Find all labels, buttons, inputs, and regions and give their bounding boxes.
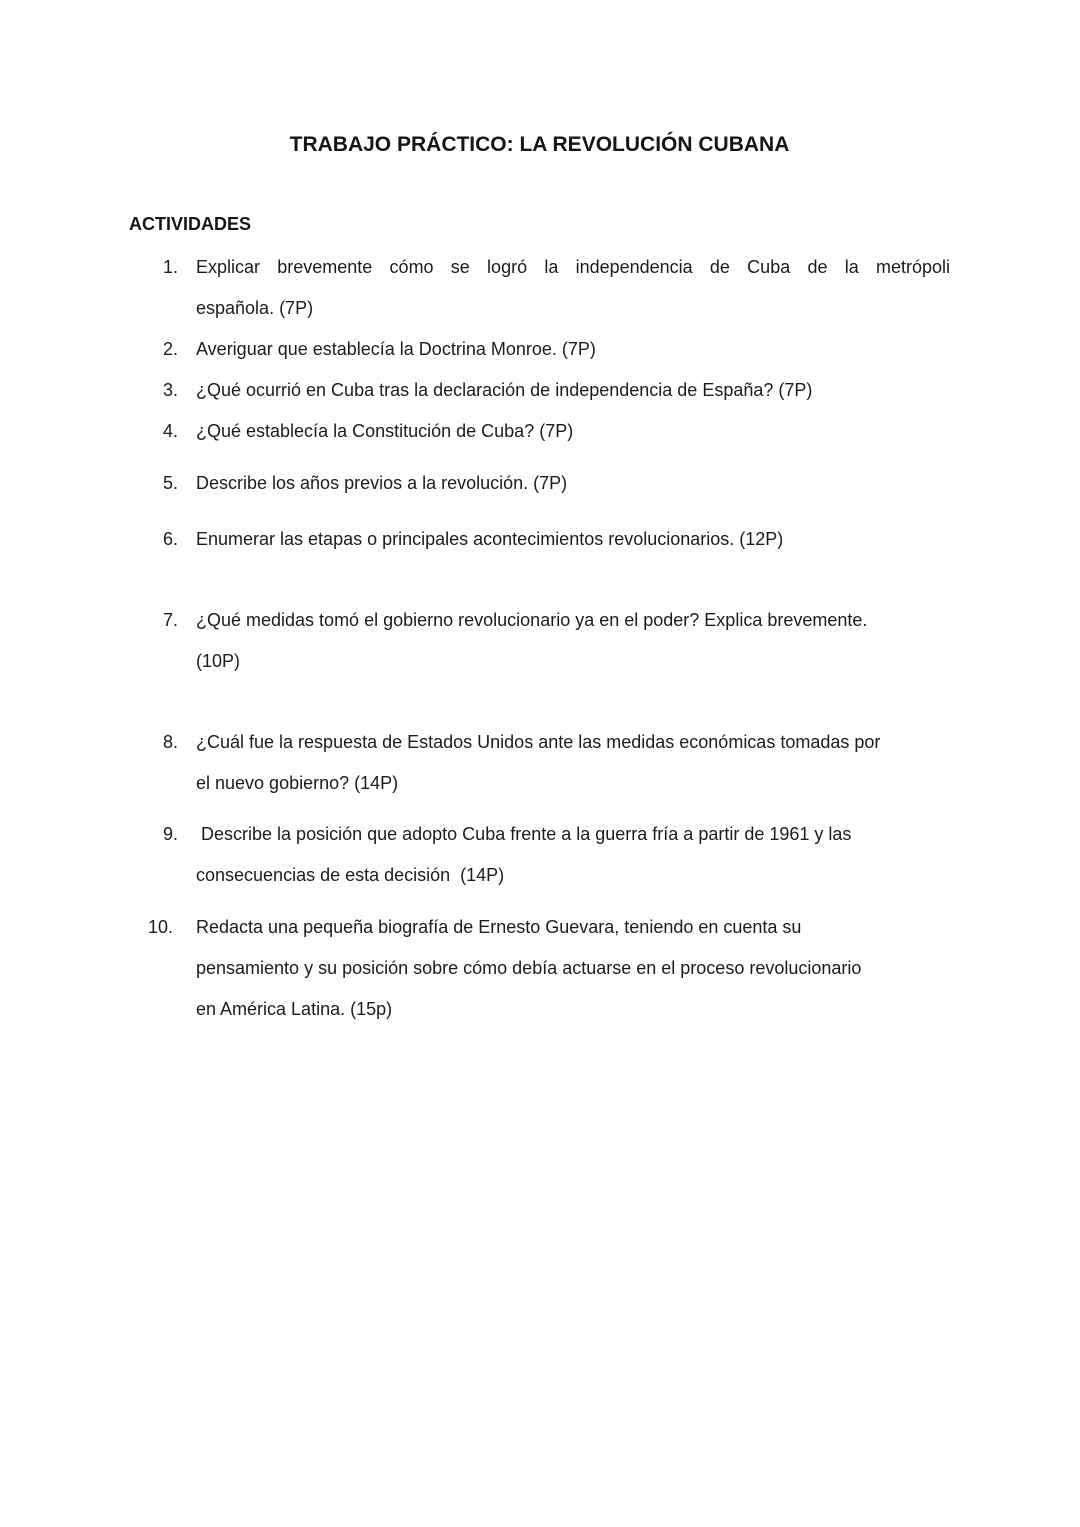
- item-text-line: (10P): [196, 651, 241, 671]
- item-text: [196, 411, 950, 452]
- list-item: [163, 247, 950, 329]
- item-number: 9.: [163, 824, 179, 844]
- item-text-line: consecuencias de esta decisión (14P): [196, 865, 505, 885]
- item-number: 1.: [163, 257, 179, 277]
- item-text-line: Enumerar las etapas o principales acontecimientos revolucionarios. (12P): [196, 529, 784, 549]
- item-text: [196, 519, 950, 560]
- item-text-line: en América Latina. (15p): [196, 999, 393, 1019]
- item-text-line: el nuevo gobierno? (14P): [196, 773, 399, 793]
- list-item: [163, 329, 950, 370]
- item-number: 7.: [163, 610, 179, 630]
- item-text: [196, 370, 950, 411]
- item-text-line: Averiguar que establecía la Doctrina Monroe. (7P): [196, 339, 596, 359]
- item-text-line: española. (7P): [196, 298, 314, 318]
- item-text-line: Describe los años previos a la revolución. (7P): [196, 473, 568, 493]
- list-item: [163, 519, 950, 560]
- item-text-line: ¿Qué ocurrió en Cuba tras la declaración de independencia de España? (7P): [196, 380, 813, 400]
- item-text-line: ¿Qué medidas tomó el gobierno revolucionario ya en el poder? Explica brevemente.: [196, 610, 868, 630]
- list-item: [163, 814, 950, 896]
- item-text: [196, 907, 950, 1030]
- item-text: [196, 722, 950, 804]
- list-item: [148, 907, 950, 1030]
- item-number: 4.: [163, 421, 179, 441]
- item-text-line: Describe la posición que adopto Cuba frente a la guerra fría a partir de 1961 y las: [196, 824, 852, 844]
- list-item: [163, 463, 950, 504]
- list-item: [163, 370, 950, 411]
- item-number: 8.: [163, 732, 179, 752]
- item-text: [196, 247, 950, 329]
- item-text: [196, 600, 950, 682]
- item-text-line: Explicar brevemente cómo se logró la independencia de Cuba de la metrópoli: [196, 257, 950, 277]
- item-number: 5.: [163, 473, 179, 493]
- item-number: 10.: [148, 917, 174, 937]
- item-number: 2.: [163, 339, 179, 359]
- item-text: [196, 463, 950, 504]
- page-title: TRABAJO PRÁCTICO: LA REVOLUCIÓN CUBANA: [289, 133, 790, 156]
- item-text-line: ¿Qué establecía la Constitución de Cuba? (7P): [196, 421, 574, 441]
- list-item: [163, 600, 950, 682]
- item-text: [196, 814, 950, 896]
- item-text-line: pensamiento y su posición sobre cómo debía actuarse en el proceso revolucionario: [196, 958, 862, 978]
- section-heading: ACTIVIDADES: [129, 214, 252, 234]
- item-text: [196, 329, 950, 370]
- activities-list: [129, 247, 950, 1030]
- item-text-line: Redacta una pequeña biografía de Ernesto Guevara, teniendo en cuenta su: [196, 917, 802, 937]
- list-item: [163, 411, 950, 452]
- item-number: 3.: [163, 380, 179, 400]
- item-text-line: ¿Cuál fue la respuesta de Estados Unidos ante las medidas económicas tomadas por: [196, 732, 881, 752]
- item-number: 6.: [163, 529, 179, 549]
- list-item: [163, 722, 950, 804]
